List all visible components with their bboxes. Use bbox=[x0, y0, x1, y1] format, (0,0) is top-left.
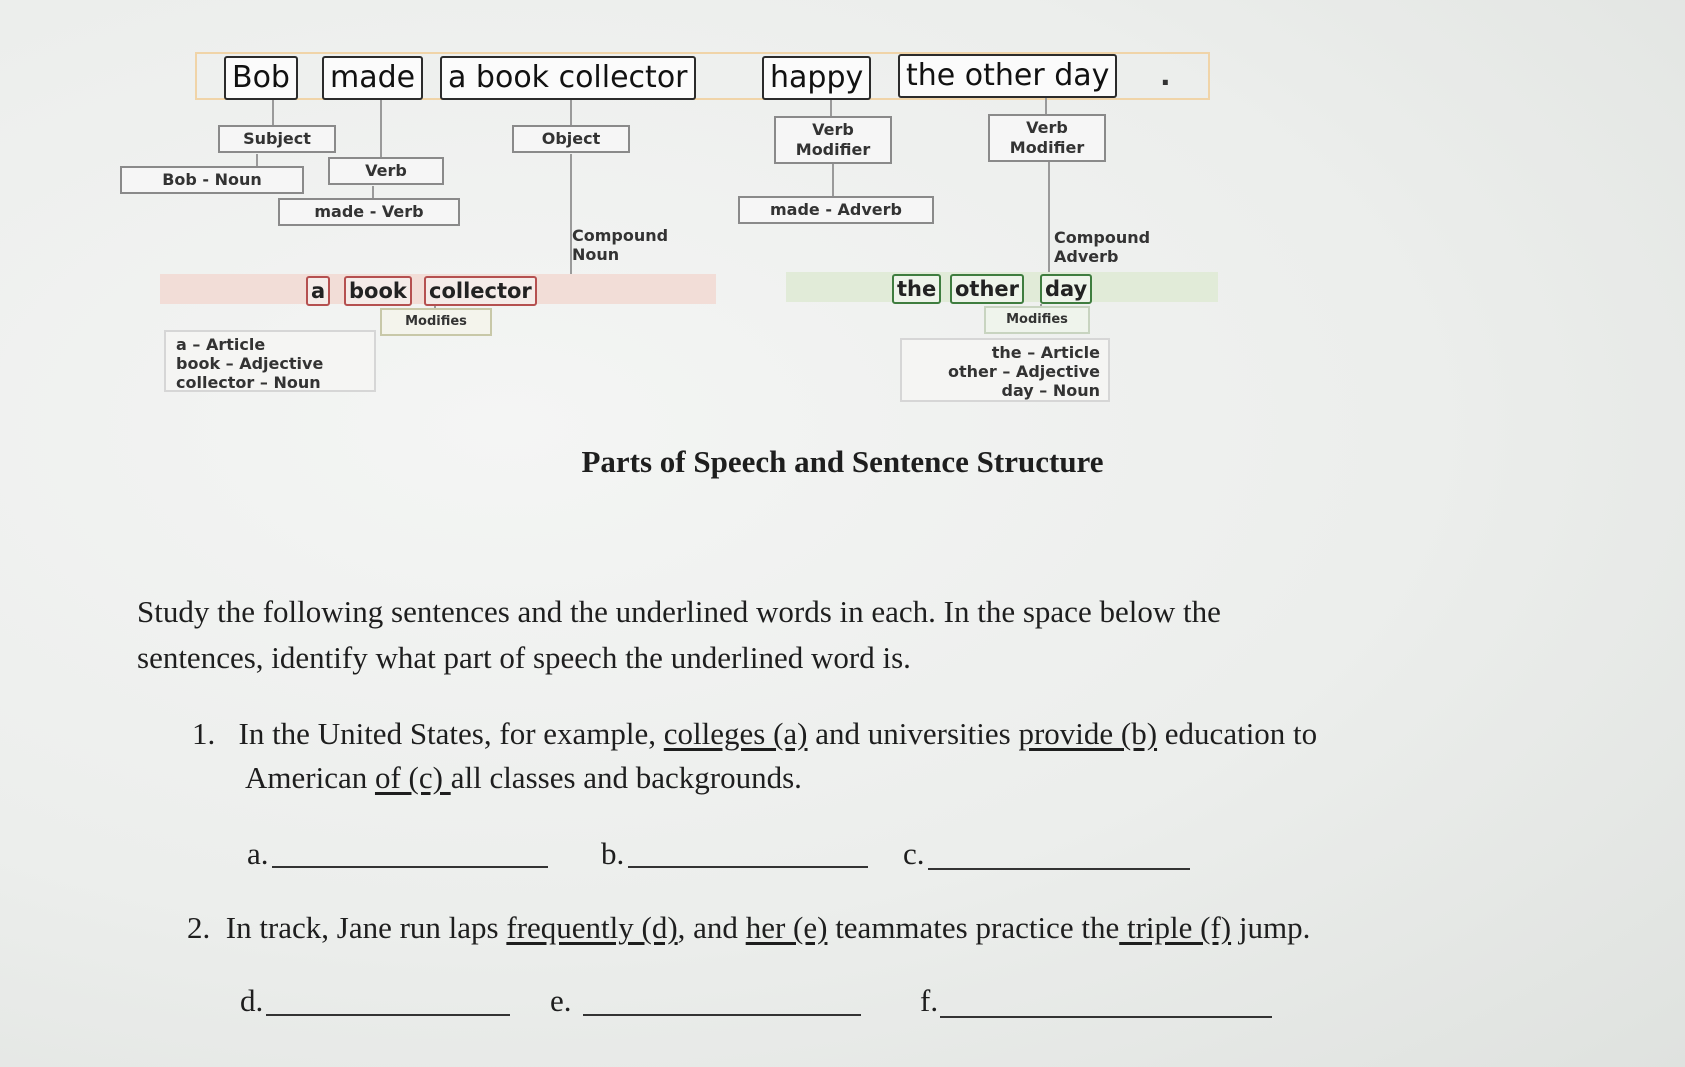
breakdown-other: other – Adjective bbox=[948, 362, 1100, 381]
connector bbox=[830, 100, 832, 116]
noun-breakdown-box bbox=[164, 330, 376, 392]
question-1-line-1 bbox=[192, 716, 1317, 752]
adverb-breakdown-box bbox=[900, 338, 1110, 402]
answer-blank-a[interactable] bbox=[272, 866, 548, 868]
label-compound-noun: Compound Noun bbox=[572, 226, 669, 264]
underlined-word-b: provide (b) bbox=[1018, 716, 1158, 751]
q1-text-3: education to bbox=[1157, 716, 1318, 751]
blank-label-e: e. bbox=[550, 983, 572, 1018]
label-made-verb: made - Verb bbox=[278, 198, 460, 226]
blank-label-c: c. bbox=[903, 836, 925, 871]
question-1-number: 1. bbox=[192, 716, 216, 751]
answer-blank-c[interactable] bbox=[928, 868, 1190, 870]
answer-blank-d[interactable] bbox=[266, 1014, 510, 1016]
label-made-adverb: made - Adverb bbox=[738, 196, 934, 224]
breakdown-book: book – Adjective bbox=[176, 354, 324, 373]
label-verb: Verb bbox=[328, 157, 444, 185]
connector bbox=[832, 162, 834, 198]
q1-text-1: In the United States, for example, bbox=[238, 716, 664, 751]
label-modifies-1: Modifies bbox=[380, 308, 492, 336]
connector bbox=[1048, 160, 1050, 272]
phrase-word-day: day bbox=[1040, 274, 1092, 304]
q2-text-1: In track, Jane run laps bbox=[225, 910, 507, 945]
sentence-period: . bbox=[1160, 59, 1171, 92]
page-title: Parts of Speech and Sentence Structure bbox=[581, 444, 1104, 479]
instructions-line-1: Study the following sentences and the underlined words in each. In the space below the bbox=[137, 594, 1221, 629]
answer-blank-b[interactable] bbox=[628, 866, 868, 868]
answer-blank-e[interactable] bbox=[583, 1014, 861, 1016]
q2-text-4: jump. bbox=[1231, 910, 1311, 945]
word-box-made: made bbox=[322, 56, 423, 100]
question-1-line-2 bbox=[245, 760, 802, 796]
phrase-word-book: book bbox=[344, 276, 412, 306]
blank-label-b: b. bbox=[601, 836, 625, 871]
label-verb-modifier-1: Verb Modifier bbox=[774, 116, 892, 164]
label-modifies-2: Modifies bbox=[984, 306, 1090, 334]
q2-text-2: , and bbox=[677, 910, 746, 945]
phrase-word-the: the bbox=[892, 274, 941, 304]
connector bbox=[380, 100, 382, 158]
question-2-line bbox=[187, 910, 1310, 946]
label-object: Object bbox=[512, 125, 630, 153]
q1-text-4: American bbox=[245, 760, 375, 795]
breakdown-a: a – Article bbox=[176, 335, 266, 354]
q2-text-3: teammates practice the bbox=[827, 910, 1120, 945]
word-box-happy: happy bbox=[762, 56, 871, 100]
breakdown-the: the – Article bbox=[991, 343, 1100, 362]
breakdown-collector: collector – Noun bbox=[176, 373, 321, 392]
answer-blank-f[interactable] bbox=[940, 1016, 1272, 1018]
word-box-the-other-day: the other day bbox=[898, 54, 1117, 98]
phrase-word-a: a bbox=[306, 276, 330, 306]
instructions-line-2: sentences, identify what part of speech the underlined word is. bbox=[137, 640, 911, 675]
label-subject: Subject bbox=[218, 125, 336, 153]
blank-label-f: f. bbox=[920, 983, 939, 1018]
connector bbox=[570, 100, 572, 126]
word-box-bob: Bob bbox=[224, 56, 298, 100]
question-2-number: 2. bbox=[187, 910, 211, 945]
phrase-word-other: other bbox=[950, 274, 1024, 304]
blank-label-d: d. bbox=[240, 983, 264, 1018]
underlined-word-c: of (c) bbox=[374, 760, 451, 795]
label-bob-noun: Bob - Noun bbox=[120, 166, 304, 194]
q1-text-2: and universities bbox=[807, 716, 1019, 751]
label-compound-adverb: Compound Adverb bbox=[1054, 228, 1151, 266]
blank-label-a: a. bbox=[247, 836, 269, 871]
label-verb-modifier-2: Verb Modifier bbox=[988, 114, 1106, 162]
underlined-word-f: triple (f) bbox=[1119, 910, 1232, 945]
underlined-word-a: colleges (a) bbox=[663, 716, 808, 751]
word-box-a-book-collector: a book collector bbox=[440, 56, 696, 100]
underlined-word-e: her (e) bbox=[745, 910, 828, 945]
q1-text-5: all classes and backgrounds. bbox=[450, 760, 802, 795]
breakdown-day: day – Noun bbox=[1001, 381, 1100, 400]
underlined-word-d: frequently (d) bbox=[506, 910, 678, 945]
connector bbox=[272, 100, 274, 126]
phrase-word-collector: collector bbox=[424, 276, 537, 306]
